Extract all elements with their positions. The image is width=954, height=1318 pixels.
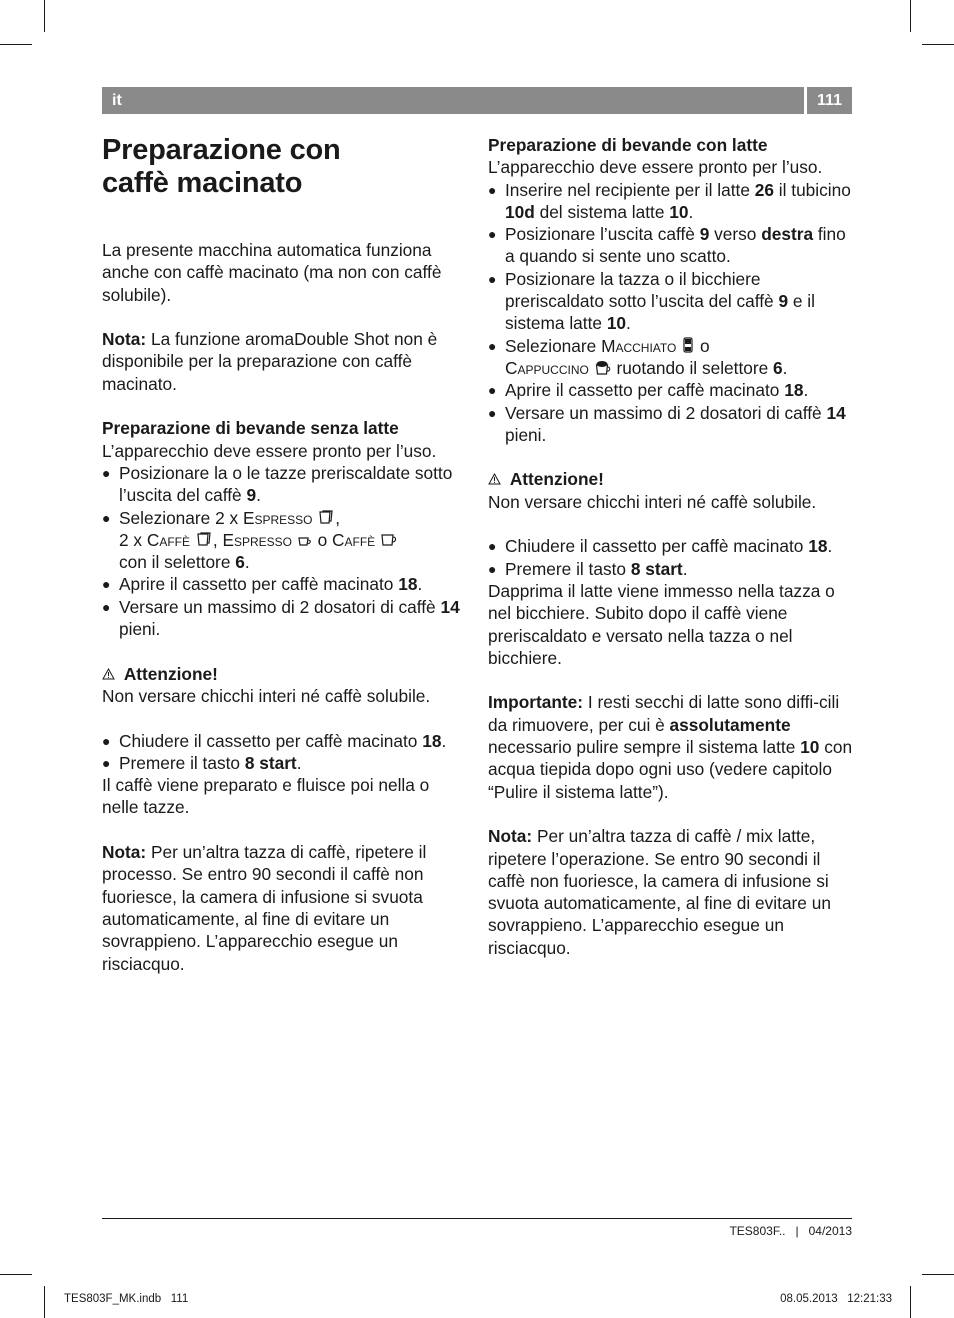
important-note: Importante: I resti secchi di latte sono diffi-cili da rimuovere, per cui è assolutamente necessario pulire sempre il sistema latte 10 con acqua tiepida dopo ogni uso (vedere capitolo “Pulire il sistema latte”). (488, 692, 853, 802)
ready-text: L’apparecchio deve essere pronto per l’uso. (488, 157, 823, 178)
double-cup-icon (196, 532, 212, 548)
left-column (102, 134, 466, 975)
footer-reference (729, 1224, 852, 1238)
page-header-bar (102, 87, 852, 114)
crop-mark (922, 1274, 954, 1275)
warning-icon (102, 663, 119, 685)
espresso-cup-icon (298, 534, 312, 548)
list-item: ● Aprire il cassetto per caffè macinato 18. (102, 573, 466, 595)
warning-icon (488, 468, 505, 490)
macchiato-glass-icon (682, 336, 694, 354)
section-heading-no-milk: Preparazione di bevande senza latte (102, 418, 399, 439)
crop-mark (922, 44, 954, 45)
double-cup-icon (318, 510, 334, 526)
cappuccino-cup-icon (595, 359, 611, 376)
list-item: ● Versare un massimo di 2 dosatori di caffè 14 pieni. (102, 596, 466, 641)
language-code: it (112, 92, 122, 109)
list-item: ● Chiudere il cassetto per caffè macinato 18. (102, 730, 466, 752)
note-aromadouble: Nota: La funzione aromaDouble Shot non è disponibile per la preparazione con caffè macinato. (102, 329, 438, 394)
coffee-cup-icon (381, 532, 397, 548)
right-column (488, 134, 854, 959)
warning-text: Non versare chicchi interi né caffè solubile. (488, 491, 817, 512)
list-item: ● Premere il tasto 8 start. (488, 558, 854, 580)
steps-list-close (102, 730, 466, 775)
footer-rule (102, 1218, 852, 1219)
note-repeat: Nota: Per un’altra tazza di caffè / mix latte, ripetere l’operazione. Se entro 90 secondi il caffè non fuoriesce, la camera di infusione si svuota automaticamente, al fine di evitare un sovrappieno. L’apparecchio esegue un risciacquo. (488, 826, 831, 958)
result-paragraph: Il caffè viene preparato e fluisce poi nella o nelle tazze. (102, 775, 430, 818)
warning-heading: Attenzione! (488, 468, 854, 490)
print-slug-file: TES803F_MK.indb 111 (64, 1293, 189, 1305)
list-item: ● Posizionare l’uscita caffè 9 verso destra fino a quando si sente uno scatto. (488, 223, 854, 268)
list-item: ● Chiudere il cassetto per caffè macinato 18. (488, 535, 854, 557)
crop-mark (910, 0, 911, 32)
note-repeat: Nota: Per un’altra tazza di caffè, ripetere il processo. Se entro 90 secondi il caffè non fuoriesce, la camera di infusione si svuota automaticamente, al fine di evitare un sovrappieno. L’apparecchio esegue un risciacquo. (102, 842, 427, 974)
crop-mark (44, 0, 45, 32)
list-item: ● Posizionare la o le tazze preriscaldate sotto l’uscita del caffè 9. (102, 462, 466, 507)
model-number: TES803F.. (729, 1224, 786, 1238)
list-item: ● Posizionare la tazza o il bicchiere preriscaldato sotto l’uscita del caffè 9 e il sistema latte 10. (488, 268, 854, 335)
list-item: ● Aprire il cassetto per caffè macinato 18. (488, 379, 854, 401)
list-item: ● Selezionare Macchiato o Cappuccino ruotando il selettore 6. (488, 335, 854, 380)
result-paragraph: Dapprima il latte viene immesso nella tazza o nel bicchiere. Subito dopo il caffè viene preriscaldato e versato nella tazza o nel bicchiere. (488, 580, 835, 668)
list-item: ● Premere il tasto 8 start. (102, 752, 466, 774)
page-number: 111 (804, 87, 852, 114)
list-item: ● Selezionare 2 x Espresso , 2 x Caffè , Espresso o Caffè con il selettore 6. (102, 507, 466, 574)
crop-mark (0, 1274, 32, 1275)
steps-list-with-milk (488, 179, 854, 447)
separator: | (795, 1224, 799, 1238)
steps-list-no-milk (102, 462, 466, 640)
warning-text: Non versare chicchi interi né caffè solubile. (102, 685, 431, 706)
crop-mark (44, 1286, 45, 1318)
edition-date: 04/2013 (808, 1224, 852, 1238)
warning-heading: Attenzione! (102, 663, 466, 685)
list-item: ● Versare un massimo di 2 dosatori di caffè 14 pieni. (488, 402, 854, 447)
section-heading-with-milk: Preparazione di bevande con latte (488, 135, 768, 155)
crop-mark (910, 1286, 911, 1318)
page-title: Preparazione con caffè macinato (102, 134, 341, 199)
ready-text: L’apparecchio deve essere pronto per l’uso. (102, 440, 437, 461)
print-slug-timestamp: 08.05.2013 12:21:33 (780, 1293, 892, 1305)
list-item: ● Inserire nel recipiente per il latte 26 il tubicino 10d del sistema latte 10. (488, 179, 854, 224)
intro-paragraph: La presente macchina automatica funziona anche con caffè macinato (ma non con caffè solubile). (102, 240, 442, 305)
steps-list-close (488, 535, 854, 580)
crop-mark (0, 44, 32, 45)
